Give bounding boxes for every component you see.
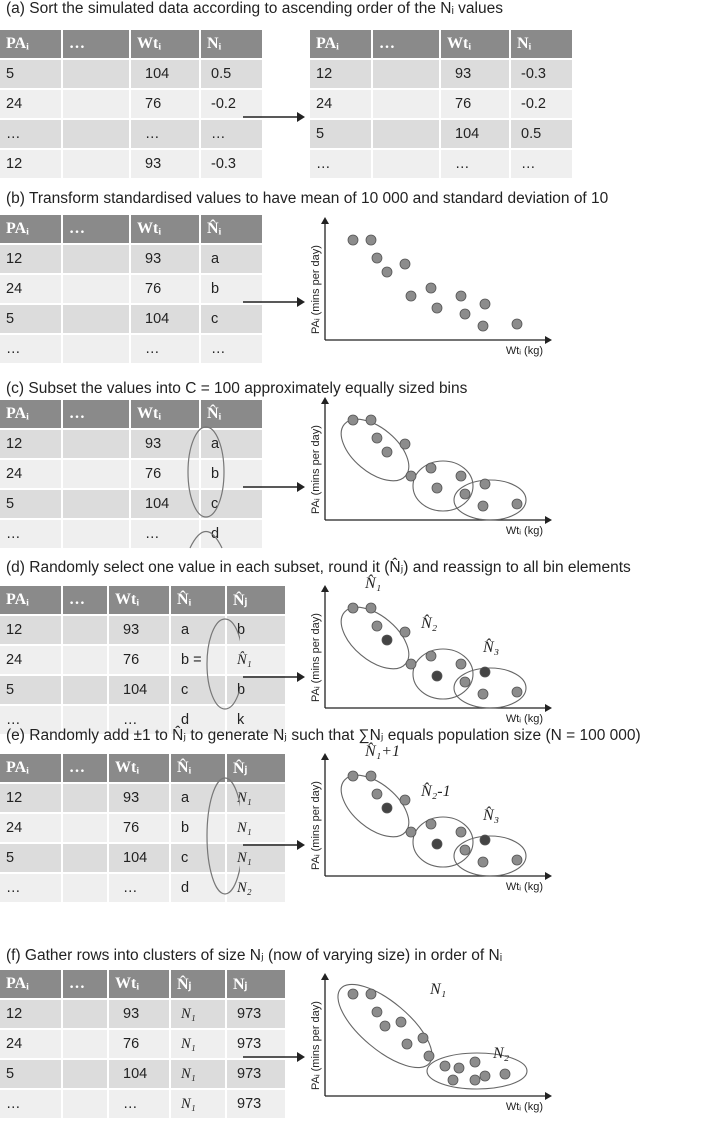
column-header: … <box>63 215 131 245</box>
table-cell <box>63 490 131 520</box>
data-point <box>406 291 416 301</box>
table-cell: … <box>131 335 201 365</box>
table-cell: N₁ <box>171 1090 227 1120</box>
table-cell: k <box>227 706 287 736</box>
column-header: Wtᵢ <box>109 754 171 784</box>
bin-ellipse-table-c <box>180 400 240 550</box>
table-cell: N₁ <box>171 1060 227 1090</box>
column-header: … <box>63 400 131 430</box>
table-header-row <box>0 30 264 60</box>
table-cell: … <box>0 120 63 150</box>
table-cell: 24 <box>0 460 63 490</box>
table-row <box>0 1000 287 1030</box>
table-a-left <box>0 30 264 180</box>
table-cell <box>63 874 109 904</box>
data-point <box>512 687 522 697</box>
table-cell: … <box>109 874 171 904</box>
table-e <box>0 754 287 904</box>
data-point <box>400 795 410 805</box>
data-point <box>460 489 470 499</box>
table-cell <box>373 120 441 150</box>
table-cell <box>63 1000 109 1030</box>
column-header: PAᵢ <box>0 215 63 245</box>
column-header: … <box>63 970 109 1000</box>
table-row <box>310 120 574 150</box>
x-axis-label: Wtᵢ (kg) <box>505 881 543 893</box>
y-axis-arrowhead <box>321 585 329 592</box>
table-cell <box>63 90 131 120</box>
data-point <box>366 603 376 613</box>
column-header: … <box>373 30 441 60</box>
table-cell: N₂ <box>227 874 287 904</box>
cluster-label: N₂ <box>493 1045 510 1062</box>
data-point <box>372 621 382 631</box>
table-cell: … <box>201 120 264 150</box>
data-point <box>460 309 470 319</box>
data-point <box>456 291 466 301</box>
table-header-row <box>0 215 264 245</box>
table-cell: … <box>109 1090 171 1120</box>
data-point <box>478 321 488 331</box>
column-header: … <box>63 586 109 616</box>
table-cell: 0.5 <box>511 120 574 150</box>
cluster-label: N̂₂-1 <box>421 783 451 800</box>
data-point <box>426 819 436 829</box>
table-cell: … <box>131 520 201 550</box>
table-row <box>310 150 574 180</box>
data-point <box>478 689 488 699</box>
table-cell: 973 <box>227 1030 287 1060</box>
table-cell: 93 <box>131 245 201 275</box>
data-point <box>406 659 416 669</box>
table-b <box>0 215 264 365</box>
column-header: PAᵢ <box>0 30 63 60</box>
table-cell: … <box>109 706 171 736</box>
column-header: PAᵢ <box>0 970 63 1000</box>
table-cell: c <box>171 676 227 706</box>
table-header-row <box>0 754 287 784</box>
table-cell: a <box>201 430 264 460</box>
column-header: PAᵢ <box>0 586 63 616</box>
table-header-row <box>310 30 574 60</box>
column-header: N̂ᵢ <box>171 754 227 784</box>
x-axis-arrowhead <box>545 1092 552 1100</box>
y-axis-arrowhead <box>321 973 329 980</box>
y-axis-arrowhead <box>321 397 329 404</box>
table-cell <box>63 460 131 490</box>
y-axis-label: PAᵢ (mins per day) <box>310 613 322 702</box>
table-cell <box>63 60 131 90</box>
table-cell: 5 <box>0 305 63 335</box>
data-point <box>424 1051 434 1061</box>
table-cell: -0.2 <box>511 90 574 120</box>
table-cell <box>63 1090 109 1120</box>
table-cell: 104 <box>109 676 171 706</box>
column-header: … <box>63 754 109 784</box>
caption-d: (d) Randomly select one value in each subset, round it (N̂ⱼ) and reassign to all bin elements <box>6 559 631 576</box>
table-cell: 12 <box>0 430 63 460</box>
x-axis-label: Wtᵢ (kg) <box>505 525 543 537</box>
table-row <box>310 90 574 120</box>
table-cell: a <box>201 245 264 275</box>
table-cell <box>63 1030 109 1060</box>
data-point <box>426 463 436 473</box>
column-header: N̂ⱼ <box>227 586 287 616</box>
table-d <box>0 586 287 736</box>
table-cell <box>63 520 131 550</box>
data-point <box>418 1033 428 1043</box>
arrow-a <box>243 110 305 124</box>
data-point <box>382 447 392 457</box>
table-row <box>0 60 264 90</box>
column-header: N̂ᵢ <box>201 215 264 245</box>
table-cell: 5 <box>0 844 63 874</box>
y-axis-label: PAᵢ (mins per day) <box>310 781 322 870</box>
caption-f: (f) Gather rows into clusters of size Nⱼ (now of varying size) in order of Nᵢ <box>6 947 503 964</box>
data-point <box>348 989 358 999</box>
x-axis-arrowhead <box>545 516 552 524</box>
data-point <box>432 483 442 493</box>
data-point <box>512 499 522 509</box>
table-row <box>0 90 264 120</box>
data-point <box>372 789 382 799</box>
table-cell: … <box>0 335 63 365</box>
table-cell: 24 <box>0 90 63 120</box>
table-cell: b <box>171 814 227 844</box>
table-cell <box>63 844 109 874</box>
data-point <box>426 651 436 661</box>
table-cell <box>63 150 131 180</box>
column-header: PAᵢ <box>0 754 63 784</box>
table-cell: … <box>0 874 63 904</box>
data-point <box>372 253 382 263</box>
table-cell <box>63 335 131 365</box>
table-cell: … <box>310 150 373 180</box>
y-axis-label: PAᵢ (mins per day) <box>310 245 322 334</box>
cluster-label: N₁ <box>430 981 447 998</box>
table-header-row <box>0 970 287 1000</box>
table-cell: c <box>201 305 264 335</box>
data-point <box>400 439 410 449</box>
column-header: Nᵢ <box>201 30 264 60</box>
table-cell: 5 <box>0 676 63 706</box>
table-row <box>0 874 287 904</box>
data-point <box>406 471 416 481</box>
table-cell: 104 <box>109 844 171 874</box>
data-point <box>372 1007 382 1017</box>
column-header: Wtᵢ <box>109 970 171 1000</box>
table-cell: -0.2 <box>201 90 264 120</box>
arrow-d <box>243 670 305 684</box>
table-cell: b <box>201 275 264 305</box>
table-cell: 76 <box>441 90 511 120</box>
data-point <box>380 1021 390 1031</box>
table-row <box>0 245 264 275</box>
data-point <box>400 259 410 269</box>
table-cell: … <box>0 520 63 550</box>
table-f <box>0 970 287 1120</box>
table-cell: 93 <box>109 784 171 814</box>
data-point <box>500 1069 510 1079</box>
y-axis-arrowhead <box>321 753 329 760</box>
column-header: N̂ᵢ <box>201 400 264 430</box>
table-cell <box>373 90 441 120</box>
table-row <box>310 60 574 90</box>
x-axis-arrowhead <box>545 872 552 880</box>
table-cell: c <box>201 490 264 520</box>
table-cell: N₁ <box>227 814 287 844</box>
data-point <box>440 1061 450 1071</box>
table-cell: 104 <box>109 1060 171 1090</box>
table-cell: 76 <box>131 460 201 490</box>
table-cell: 104 <box>131 490 201 520</box>
table-cell: c <box>171 844 227 874</box>
table-cell: b <box>227 676 287 706</box>
table-row <box>0 616 287 646</box>
x-axis-arrowhead <box>545 336 552 344</box>
table-cell: d <box>171 706 227 736</box>
arrow-f <box>243 1050 305 1064</box>
data-point <box>448 1075 458 1085</box>
data-point <box>426 283 436 293</box>
arrow-e <box>243 838 305 852</box>
selected-point <box>382 635 392 645</box>
column-header: PAᵢ <box>310 30 373 60</box>
table-cell: 24 <box>0 275 63 305</box>
table-cell: N₁ <box>227 844 287 874</box>
caption-a: (a) Sort the simulated data according to ascending order of the Nᵢ values <box>6 0 503 17</box>
data-point <box>348 771 358 781</box>
table-row <box>0 1090 287 1120</box>
table-row <box>0 335 264 365</box>
column-header: … <box>63 30 131 60</box>
data-point <box>478 501 488 511</box>
table-cell: 973 <box>227 1060 287 1090</box>
arrow-c <box>243 480 305 494</box>
table-cell <box>373 60 441 90</box>
data-point <box>456 827 466 837</box>
data-point <box>460 677 470 687</box>
bin-ellipse-table-e <box>180 776 240 896</box>
data-point <box>406 827 416 837</box>
table-cell <box>63 305 131 335</box>
data-point <box>348 415 358 425</box>
table-cell: 104 <box>131 60 201 90</box>
table-cell: 93 <box>441 60 511 90</box>
data-point <box>480 479 490 489</box>
scatter-plot-d <box>310 575 545 728</box>
data-point <box>478 857 488 867</box>
data-point <box>460 845 470 855</box>
column-header: Nⱼ <box>227 970 287 1000</box>
x-axis-label: Wtᵢ (kg) <box>505 713 543 725</box>
data-point <box>372 433 382 443</box>
table-cell: 76 <box>131 275 201 305</box>
cluster-label: N̂₂ <box>421 615 438 632</box>
table-cell: 93 <box>109 1000 171 1030</box>
data-point <box>402 1039 412 1049</box>
table-cell: … <box>0 706 63 736</box>
data-point <box>512 855 522 865</box>
table-cell: 76 <box>131 90 201 120</box>
table-cell: 5 <box>0 60 63 90</box>
table-row <box>0 275 264 305</box>
table-cell: 5 <box>310 120 373 150</box>
table-cell: 12 <box>0 784 63 814</box>
table-cell: 76 <box>109 1030 171 1060</box>
table-cell: d <box>201 520 264 550</box>
data-point <box>456 471 466 481</box>
table-cell: 973 <box>227 1090 287 1120</box>
table-cell <box>63 120 131 150</box>
scatter-plot-b <box>310 220 545 357</box>
table-cell <box>63 1060 109 1090</box>
table-cell: N̂₁ <box>227 646 287 676</box>
data-point <box>470 1075 480 1085</box>
table-cell <box>63 784 109 814</box>
data-point <box>470 1057 480 1067</box>
table-cell: 104 <box>131 305 201 335</box>
x-axis-label: Wtᵢ (kg) <box>505 1101 543 1113</box>
column-header: Wtᵢ <box>441 30 511 60</box>
table-cell: 5 <box>0 1060 63 1090</box>
table-cell: -0.3 <box>201 150 264 180</box>
data-point <box>480 299 490 309</box>
column-header: N̂ⱼ <box>171 970 227 1000</box>
table-cell: … <box>441 150 511 180</box>
table-row <box>0 305 264 335</box>
data-point <box>366 771 376 781</box>
table-row <box>0 1060 287 1090</box>
y-axis-arrowhead <box>321 217 329 224</box>
table-row <box>0 150 264 180</box>
scatter-plot-f <box>310 976 545 1116</box>
table-cell: 24 <box>0 814 63 844</box>
data-point <box>396 1017 406 1027</box>
table-cell: 973 <box>227 1000 287 1030</box>
column-header: Wtᵢ <box>109 586 171 616</box>
table-cell <box>63 245 131 275</box>
column-header: Wtᵢ <box>131 215 201 245</box>
cluster-label: N̂₁ <box>365 575 382 592</box>
table-cell: 12 <box>310 60 373 90</box>
table-cell <box>63 275 131 305</box>
caption-b: (b) Transform standardised values to have mean of 10 000 and standard deviation of 10 <box>6 190 609 207</box>
table-a-right <box>310 30 574 180</box>
selected-point <box>432 839 442 849</box>
table-cell: b <box>227 616 287 646</box>
scatter-plot-e <box>310 743 545 896</box>
scatter-plot-c <box>310 400 545 540</box>
table-cell: 12 <box>0 245 63 275</box>
table-cell: 24 <box>0 1030 63 1060</box>
table-cell: 12 <box>0 616 63 646</box>
table-cell: 12 <box>0 1000 63 1030</box>
data-point <box>348 603 358 613</box>
table-cell: … <box>201 335 264 365</box>
selected-point <box>480 667 490 677</box>
table-cell: a <box>171 784 227 814</box>
column-header: Wtᵢ <box>131 400 201 430</box>
table-cell: 76 <box>109 646 171 676</box>
y-axis-label: PAᵢ (mins per day) <box>310 1001 322 1090</box>
data-point <box>348 235 358 245</box>
bin-ellipse-table-d <box>180 618 240 718</box>
table-cell <box>63 814 109 844</box>
table-cell: -0.3 <box>511 60 574 90</box>
data-point <box>480 1071 490 1081</box>
column-header: N̂ᵢ <box>171 586 227 616</box>
table-cell: d <box>171 874 227 904</box>
table-cell <box>63 646 109 676</box>
table-cell: 76 <box>109 814 171 844</box>
column-header: Wtᵢ <box>131 30 201 60</box>
x-axis-arrowhead <box>545 704 552 712</box>
arrow-b <box>243 295 305 309</box>
caption-c: (c) Subset the values into C = 100 approximately equally sized bins <box>6 380 468 397</box>
table-cell <box>63 676 109 706</box>
data-point <box>366 989 376 999</box>
column-header: N̂ⱼ <box>227 754 287 784</box>
table-cell: b = <box>171 646 227 676</box>
table-cell: N₁ <box>227 784 287 814</box>
table-header-row <box>0 586 287 616</box>
table-cell: 0.5 <box>201 60 264 90</box>
cluster-label: N̂₁+1 <box>365 743 401 760</box>
cluster-label: N̂₃ <box>483 639 500 656</box>
table-cell: N₁ <box>171 1030 227 1060</box>
selected-point <box>432 671 442 681</box>
x-axis-label: Wtᵢ (kg) <box>505 345 543 357</box>
selected-point <box>382 803 392 813</box>
table-cell: 93 <box>109 616 171 646</box>
data-point <box>400 627 410 637</box>
table-cell: … <box>131 120 201 150</box>
data-point <box>454 1063 464 1073</box>
table-cell: b <box>201 460 264 490</box>
table-cell: 93 <box>131 150 201 180</box>
cluster-label: N̂₃ <box>483 807 500 824</box>
caption-e: (e) Randomly add ±1 to N̂ⱼ to generate Nⱼ such that ∑Nⱼ equals population size (N = 100 000) <box>6 727 641 744</box>
y-axis-label: PAᵢ (mins per day) <box>310 425 322 514</box>
data-point <box>366 235 376 245</box>
column-header: Nᵢ <box>511 30 574 60</box>
column-header: PAᵢ <box>0 400 63 430</box>
table-cell: a <box>171 616 227 646</box>
table-row <box>0 784 287 814</box>
table-cell: N₁ <box>171 1000 227 1030</box>
table-cell: 24 <box>0 646 63 676</box>
table-cell: … <box>511 150 574 180</box>
table-cell: 93 <box>131 430 201 460</box>
data-point <box>512 319 522 329</box>
table-cell <box>63 430 131 460</box>
table-cell: 5 <box>0 490 63 520</box>
table-cell: 104 <box>441 120 511 150</box>
data-point <box>366 415 376 425</box>
table-cell <box>63 616 109 646</box>
table-row <box>0 120 264 150</box>
data-point <box>456 659 466 669</box>
table-cell: 24 <box>310 90 373 120</box>
table-cell: … <box>0 1090 63 1120</box>
table-cell <box>373 150 441 180</box>
data-point <box>432 303 442 313</box>
table-cell: 12 <box>0 150 63 180</box>
data-point <box>382 267 392 277</box>
selected-point <box>480 835 490 845</box>
